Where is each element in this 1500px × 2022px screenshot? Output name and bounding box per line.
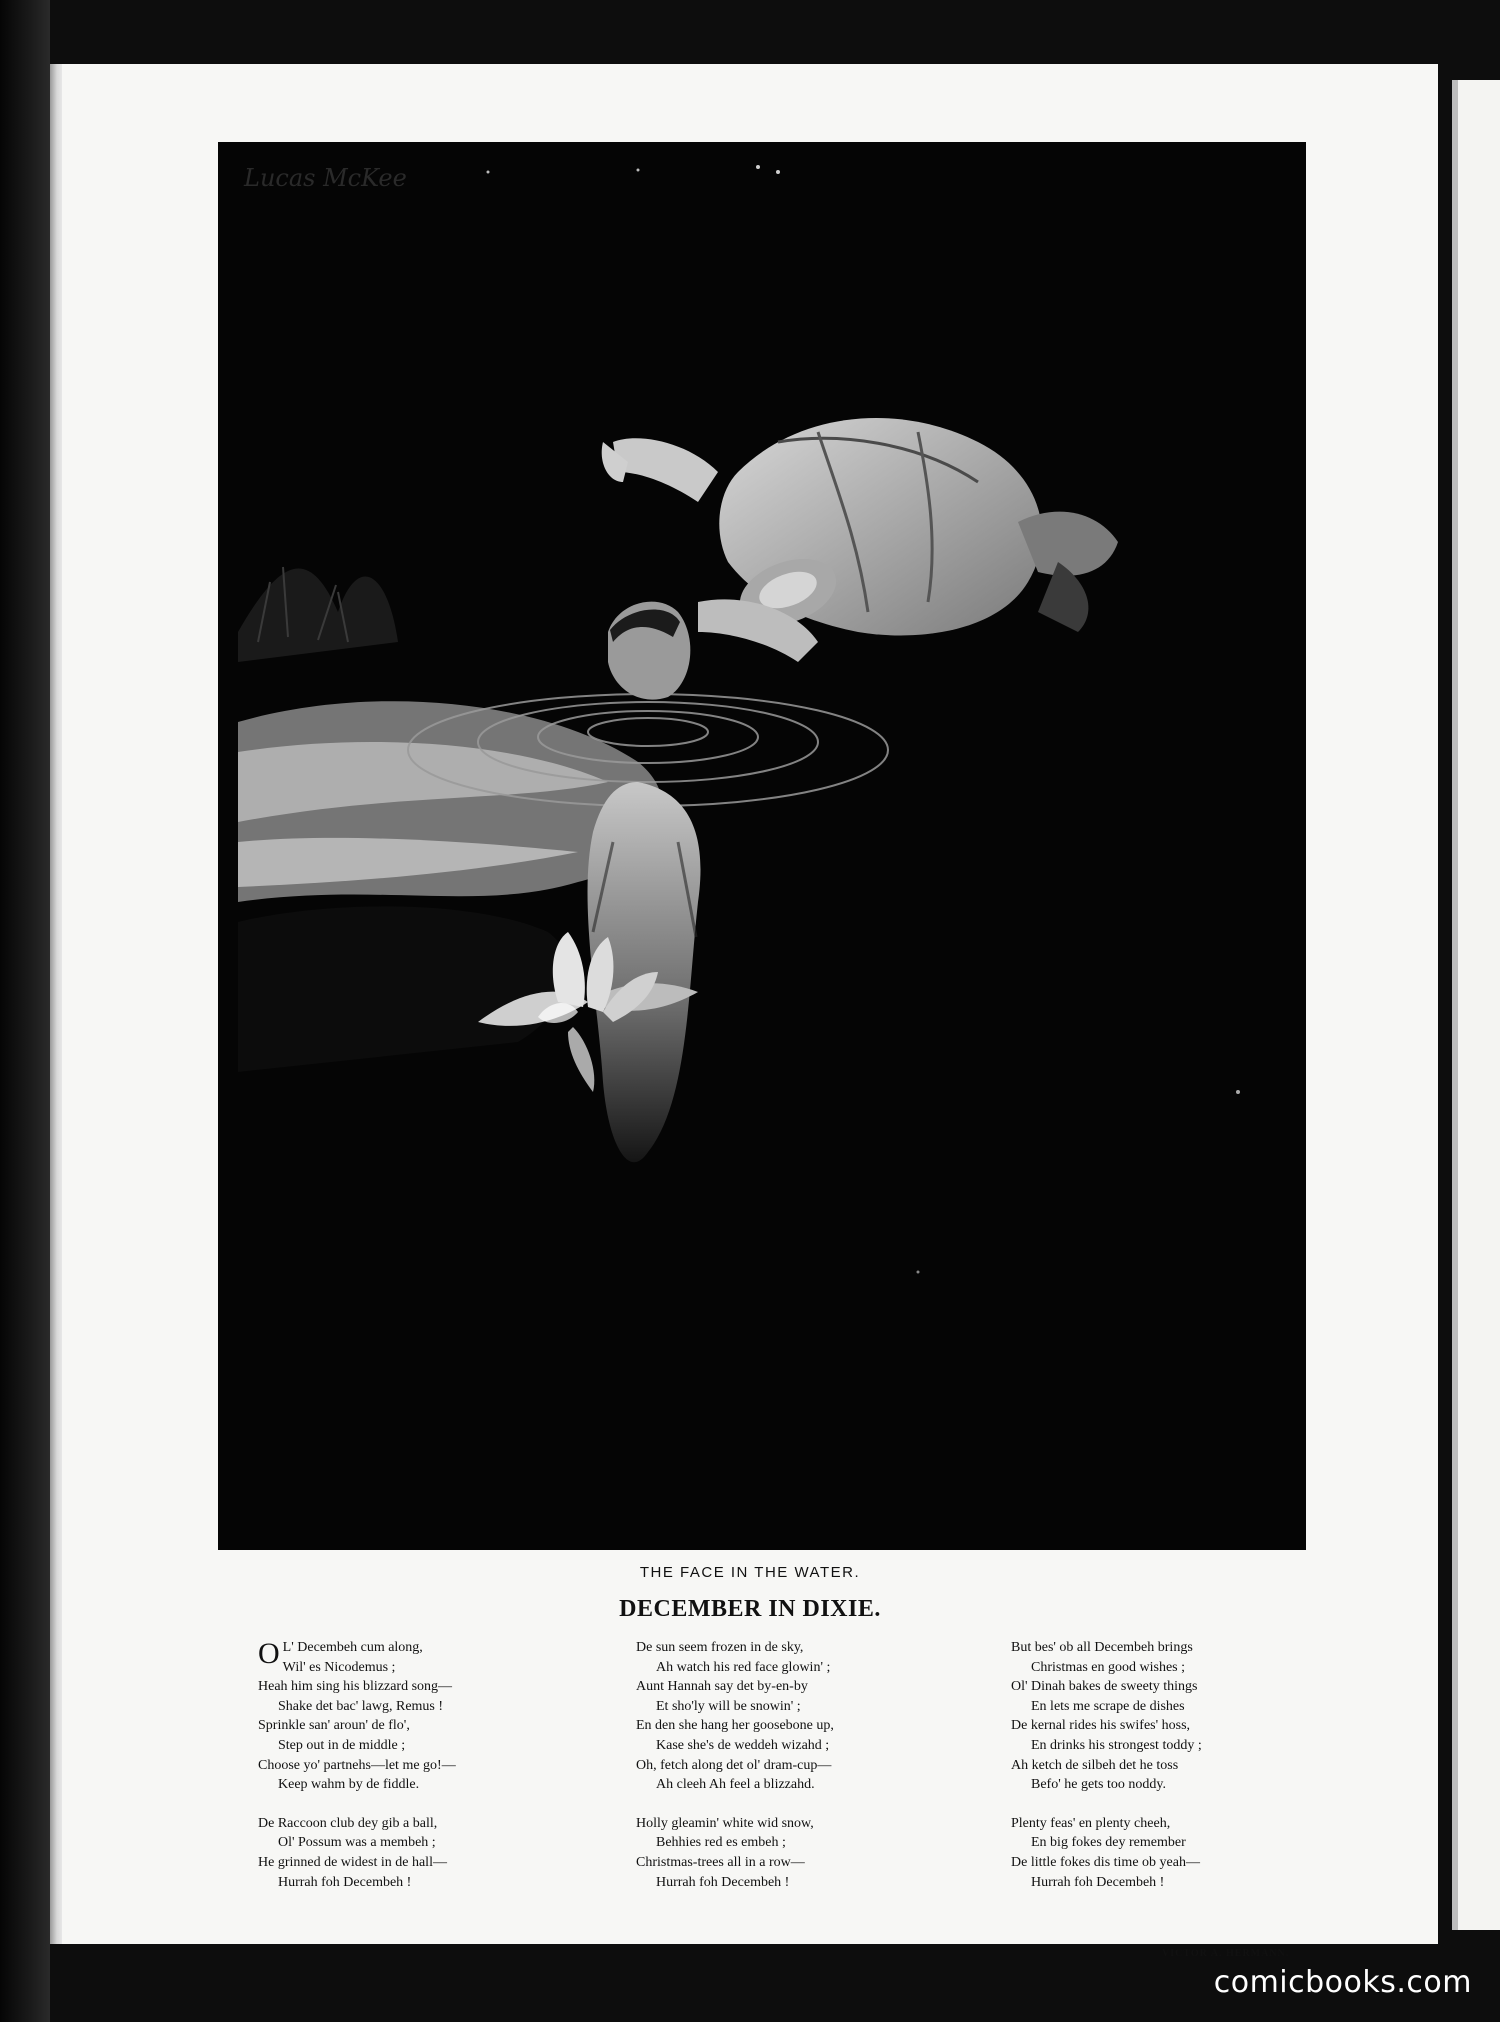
poem-line: Keep wahm by de fiddle. <box>278 1777 420 1793</box>
adjacent-page-edge <box>1452 80 1500 1930</box>
poem-column-2 <box>636 1638 976 1911</box>
poem-line: But bes' ob all Decembeh brings <box>1011 1640 1193 1655</box>
stanza <box>258 1814 598 1892</box>
artist-signature-text: Lucas McKee <box>244 164 407 192</box>
poem-line: Oh, fetch along det ol' dram-cup— <box>636 1757 832 1773</box>
poem-line: Kase she's de weddeh wizahd ; <box>656 1737 830 1753</box>
poem-line: De little fokes dis time ob yeah— <box>1011 1854 1200 1870</box>
adjacent-page-shadow <box>1452 80 1458 1930</box>
poem-line: Sprinkle san' aroun' de flo', <box>258 1718 410 1734</box>
magazine-page <box>62 64 1438 1959</box>
poem-line: Et sho'ly will be snowin' ; <box>656 1698 801 1714</box>
poem-title: DECEMBER IN DIXIE. <box>619 1596 881 1622</box>
drop-cap: O <box>258 1637 280 1670</box>
stanza <box>258 1638 598 1795</box>
poem-line: Holly gleamin' white wid snow, <box>636 1815 814 1831</box>
poem-column-1 <box>258 1638 598 1911</box>
poem-line: Ah cleeh Ah feel a blizzahd. <box>656 1777 815 1793</box>
poem-line: Befo' he gets too noddy. <box>1031 1777 1166 1793</box>
poem-line: En drinks his strongest toddy ; <box>1031 1737 1202 1753</box>
illustration-caption: THE FACE IN THE WATER. <box>639 1564 861 1581</box>
poem-line: En den she hang her goosebone up, <box>636 1718 834 1734</box>
stanza <box>1011 1638 1351 1795</box>
stanza <box>636 1814 976 1892</box>
stanza <box>636 1638 976 1795</box>
poem-line: Ah ketch de silbeh det he toss <box>1011 1757 1179 1773</box>
scan-margin-left <box>0 0 50 2022</box>
poem-line: Hurrah foh Decembeh ! <box>656 1874 790 1890</box>
poem-line: Aunt Hannah say det by-en-by <box>636 1679 808 1695</box>
poem-line: De kernal rides his swifes' hoss, <box>1011 1718 1191 1734</box>
poem-line: De Raccoon club dey gib a ball, <box>258 1815 438 1831</box>
poem-line: Christmas-trees all in a row— <box>636 1854 805 1870</box>
poem-line: Wil' es Nicodemus ; <box>282 1659 396 1675</box>
poem-line: Plenty feas' en plenty cheeh, <box>1011 1815 1171 1831</box>
poem-line: En lets me scrape de dishes <box>1031 1698 1185 1714</box>
poem-line: Christmas en good wishes ; <box>1031 1659 1185 1675</box>
illustration-face-in-water <box>218 142 1306 1550</box>
poem-line: Ah watch his red face glowin' ; <box>656 1659 831 1675</box>
poem-line: Ol' Dinah bakes de sweety things <box>1011 1679 1198 1695</box>
poem-line: Heah him sing his blizzard song— <box>258 1679 453 1695</box>
poem-line: De sun seem frozen in de sky, <box>636 1640 804 1655</box>
poem-line: Step out in de middle ; <box>278 1737 406 1753</box>
poem-line: Hurrah foh Decembeh ! <box>1031 1874 1165 1890</box>
site-watermark: comicbooks.com <box>1213 1965 1472 2000</box>
poem-line: L' Decembeh cum along, <box>282 1640 423 1655</box>
poem-line: Ol' Possum was a membeh ; <box>278 1835 436 1851</box>
poem-line: Choose yo' partnehs—let me go!— <box>258 1757 456 1773</box>
illustration <box>218 142 1306 1550</box>
stanza <box>1011 1814 1351 1892</box>
poem-line: En big fokes dey remember <box>1031 1835 1186 1851</box>
poem-line: Behhies red es embeh ; <box>656 1835 786 1851</box>
artist-signature <box>244 164 407 192</box>
poem-line: Shake det bac' lawg, Remus ! <box>278 1698 444 1714</box>
poem-column-3 <box>1011 1638 1351 1911</box>
poem-line: Hurrah foh Decembeh ! <box>278 1874 412 1890</box>
poem-author: VICTOR A. HERMANN. <box>1162 1948 1290 1959</box>
poem-line: He grinned de widest in de hall— <box>258 1854 447 1870</box>
